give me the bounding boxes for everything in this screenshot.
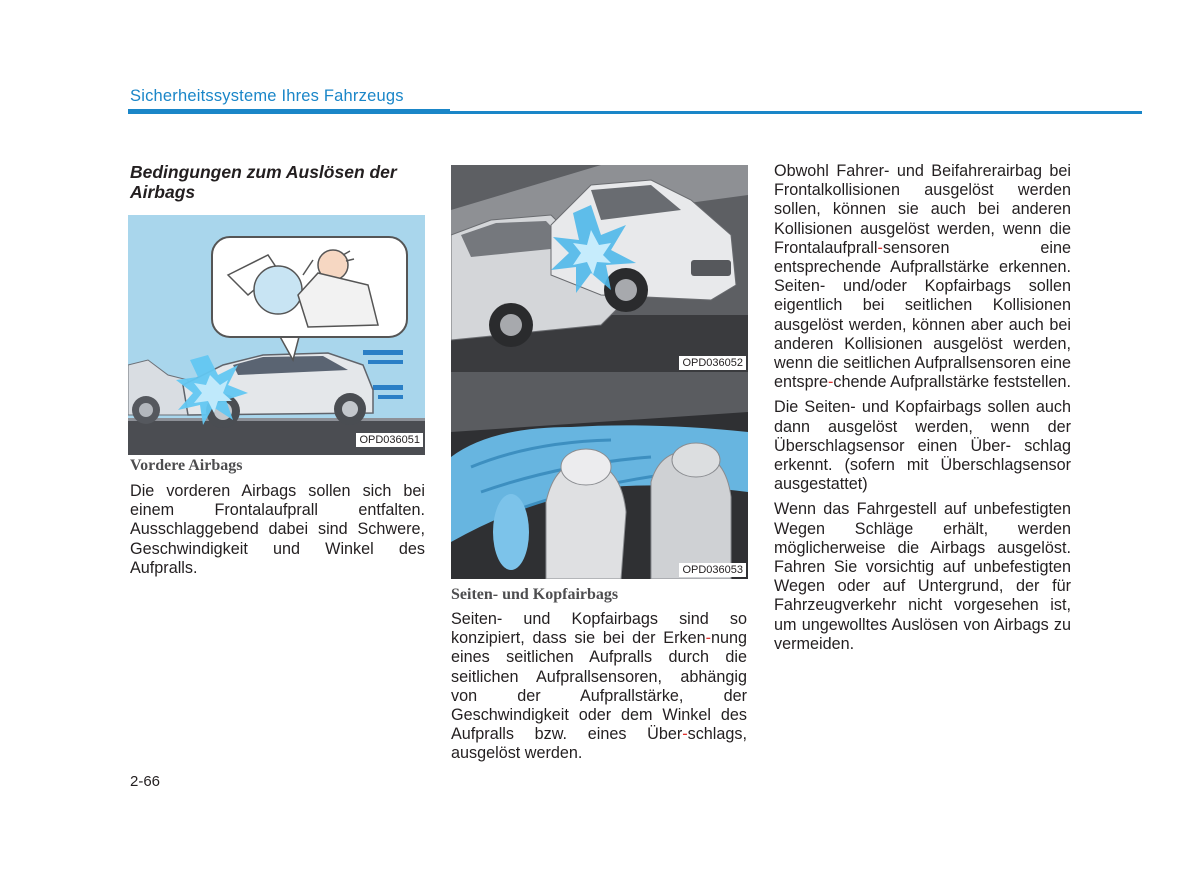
section-heading: Bedingungen zum Auslösen der Airbags xyxy=(130,162,397,202)
paragraph-part: Obwohl Fahrer- und Beifahrerairbag bei Frontalkollisionen ausgelöst werden sollen, können sie auch bei anderen Kollisionen ausgelöst werden, wenn die Frontalaufprall xyxy=(774,162,1071,257)
paragraph-deployment-conditions xyxy=(774,162,1071,392)
paragraph-rollover: Die Seiten- und Kopfairbags sollen auch dann ausgelöst werden, wenn der Überschlagsensor einen Über- schlag erkennt. (sofern mit Überschlagsensor ausgestattet) xyxy=(774,398,1071,494)
paragraph-part: sensoren eine entsprechende Aufprallstärke erkennen. Seiten- und/oder Kopfairbags sollen eigentlich bei seitlichen Kollisionen ausgelöst werden, können aber auch bei anderen Kollisionen ausgelöst werden, wenn die seitlichen Aufprallsensoren eine entspre xyxy=(774,238,1071,392)
figure-code: OPD036052 xyxy=(679,356,746,370)
hyphen-mark: - xyxy=(682,725,688,744)
side-text-part-3: schlags, ausgelöst werden. xyxy=(451,725,747,763)
hyphen-mark: - xyxy=(705,629,711,648)
side-curtain-airbag-photo-icon xyxy=(451,372,748,579)
right-column-text xyxy=(774,162,1071,660)
page-number: 2-66 xyxy=(130,773,161,790)
figure-code: OPD036053 xyxy=(679,563,746,577)
frontal-collision-airbag-illustration-icon xyxy=(128,215,425,455)
side-collision-photo-icon xyxy=(451,165,748,372)
figure-frontal-collision xyxy=(128,215,425,455)
side-text-part-2: nung eines seitlichen Aufpralls durch die seitlichen Aufprallsensoren, abhängig von der Aufprallstärke, der Geschwindigkeit oder dem Winkel des Aufpralls bzw. eines Über xyxy=(451,629,747,744)
header-rule-accent xyxy=(128,109,450,114)
figure-curtain-airbag xyxy=(451,372,748,579)
paragraph-unpaved-roads: Wenn das Fahrgestell auf unbefestigten Wegen Schläge erhält, werden möglicherweise die Airbags ausgelöst. Fahren Sie vorsichtig auf unbefestigten Wegen oder auf Untergrund, der für Fahrzeugverkehr nicht vorgesehen ist, um ungewolltes Auslösen von Airbags zu vermeiden. xyxy=(774,500,1071,653)
hyphen-mark: - xyxy=(828,373,834,392)
subheading-front-airbags: Vordere Airbags xyxy=(130,457,243,474)
hyphen-mark: - xyxy=(877,238,883,257)
chapter-header: Sicherheitssysteme Ihres Fahrzeugs xyxy=(130,87,404,105)
figure-side-collision xyxy=(451,165,748,372)
figure-code: OPD036051 xyxy=(356,433,423,447)
front-airbags-text: Die vorderen Airbags sollen sich bei einem Frontalaufprall entfalten. Ausschlaggebend dabei sind Schwere, Geschwindigkeit und Winkel des Aufpralls. xyxy=(130,482,425,577)
subheading-side-airbags: Seiten- und Kopfairbags xyxy=(451,586,619,603)
side-text-part-1: Seiten- und Kopfairbags sind so konzipiert, dass sie bei der Erken xyxy=(451,610,747,648)
side-airbags-text xyxy=(451,610,747,764)
paragraph-part: chende Aufprallstärke feststellen. xyxy=(833,373,1071,392)
